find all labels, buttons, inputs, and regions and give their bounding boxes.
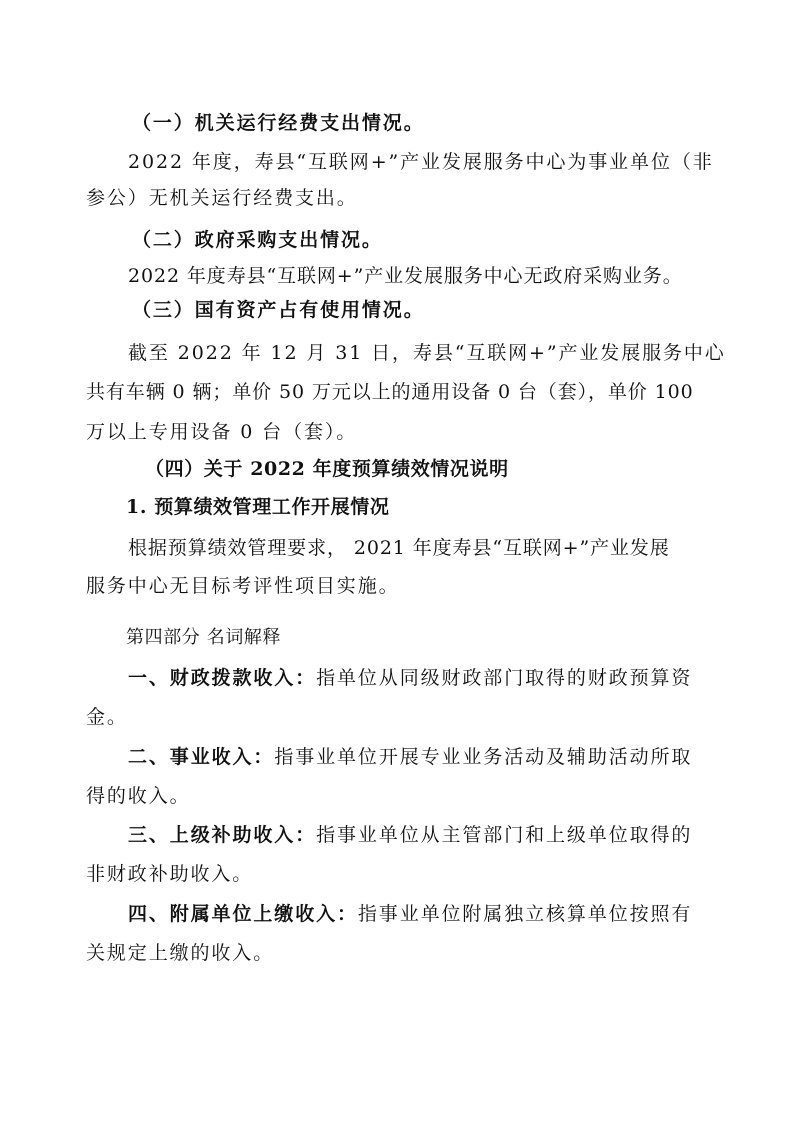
section1-heading: （一）机关运行经费支出情况。 <box>132 112 425 134</box>
section3-paragraph-line2: 共有车辆 0 辆；单价 50 万元以上的通用设备 0 台（套），单价 100 <box>86 381 694 403</box>
term3-line1 <box>128 823 692 847</box>
term1-line2: 金。 <box>86 706 128 728</box>
term2-definition: 指事业单位开展专业业务活动及辅助活动所取 <box>274 746 693 768</box>
term4-line2: 关规定上缴的收入。 <box>86 942 275 964</box>
section4-heading: （四）关于 2022 年度预算绩效情况说明 <box>145 458 509 480</box>
section1-paragraph-line2: 参公）无机关运行经费支出。 <box>86 187 358 209</box>
section1-paragraph-line1: 2022 年度，寿县“互联网+”产业发展服务中心为事业单位（非 <box>128 151 714 173</box>
section4-subheading: 1. 预算绩效管理工作开展情况 <box>126 496 390 518</box>
term4-label: 四、附属单位上缴收入： <box>128 903 358 925</box>
section3-heading: （三）国有资产占有使用情况。 <box>132 299 425 321</box>
section2-paragraph-line1: 2022 年度寿县“互联网+”产业发展服务中心无政府采购业务。 <box>128 265 683 287</box>
term1-line1 <box>128 666 692 690</box>
section4-paragraph-line1: 根据预算绩效管理要求， 2021 年度寿县“互联网+”产业发展 <box>128 537 670 559</box>
section3-paragraph-line1: 截至 2022 年 12 月 31 日，寿县“互联网+”产业发展服务中心 <box>128 342 726 364</box>
term3-definition: 指事业单位从主管部门和上级单位取得的 <box>316 824 693 846</box>
term2-label: 二、事业收入： <box>128 746 275 768</box>
term2-line2: 得的收入。 <box>86 785 191 807</box>
term4-definition: 指事业单位附属独立核算单位按照有 <box>357 903 693 925</box>
term4-line1 <box>128 902 692 926</box>
section2-heading: （二）政府采购支出情况。 <box>132 229 383 251</box>
term1-label: 一、财政拨款收入： <box>128 667 317 689</box>
part4-title: 第四部分 名词解释 <box>126 627 282 648</box>
term2-line1 <box>128 745 692 769</box>
term3-line2: 非财政补助收入。 <box>86 863 254 885</box>
term1-definition: 指单位从同级财政部门取得的财政预算资 <box>316 667 693 689</box>
section3-paragraph-line3: 万以上专用设备 0 台（套）。 <box>86 421 358 443</box>
section4-paragraph-line2: 服务中心无目标考评性项目实施。 <box>86 575 400 597</box>
term3-label: 三、上级补助收入： <box>128 824 317 846</box>
